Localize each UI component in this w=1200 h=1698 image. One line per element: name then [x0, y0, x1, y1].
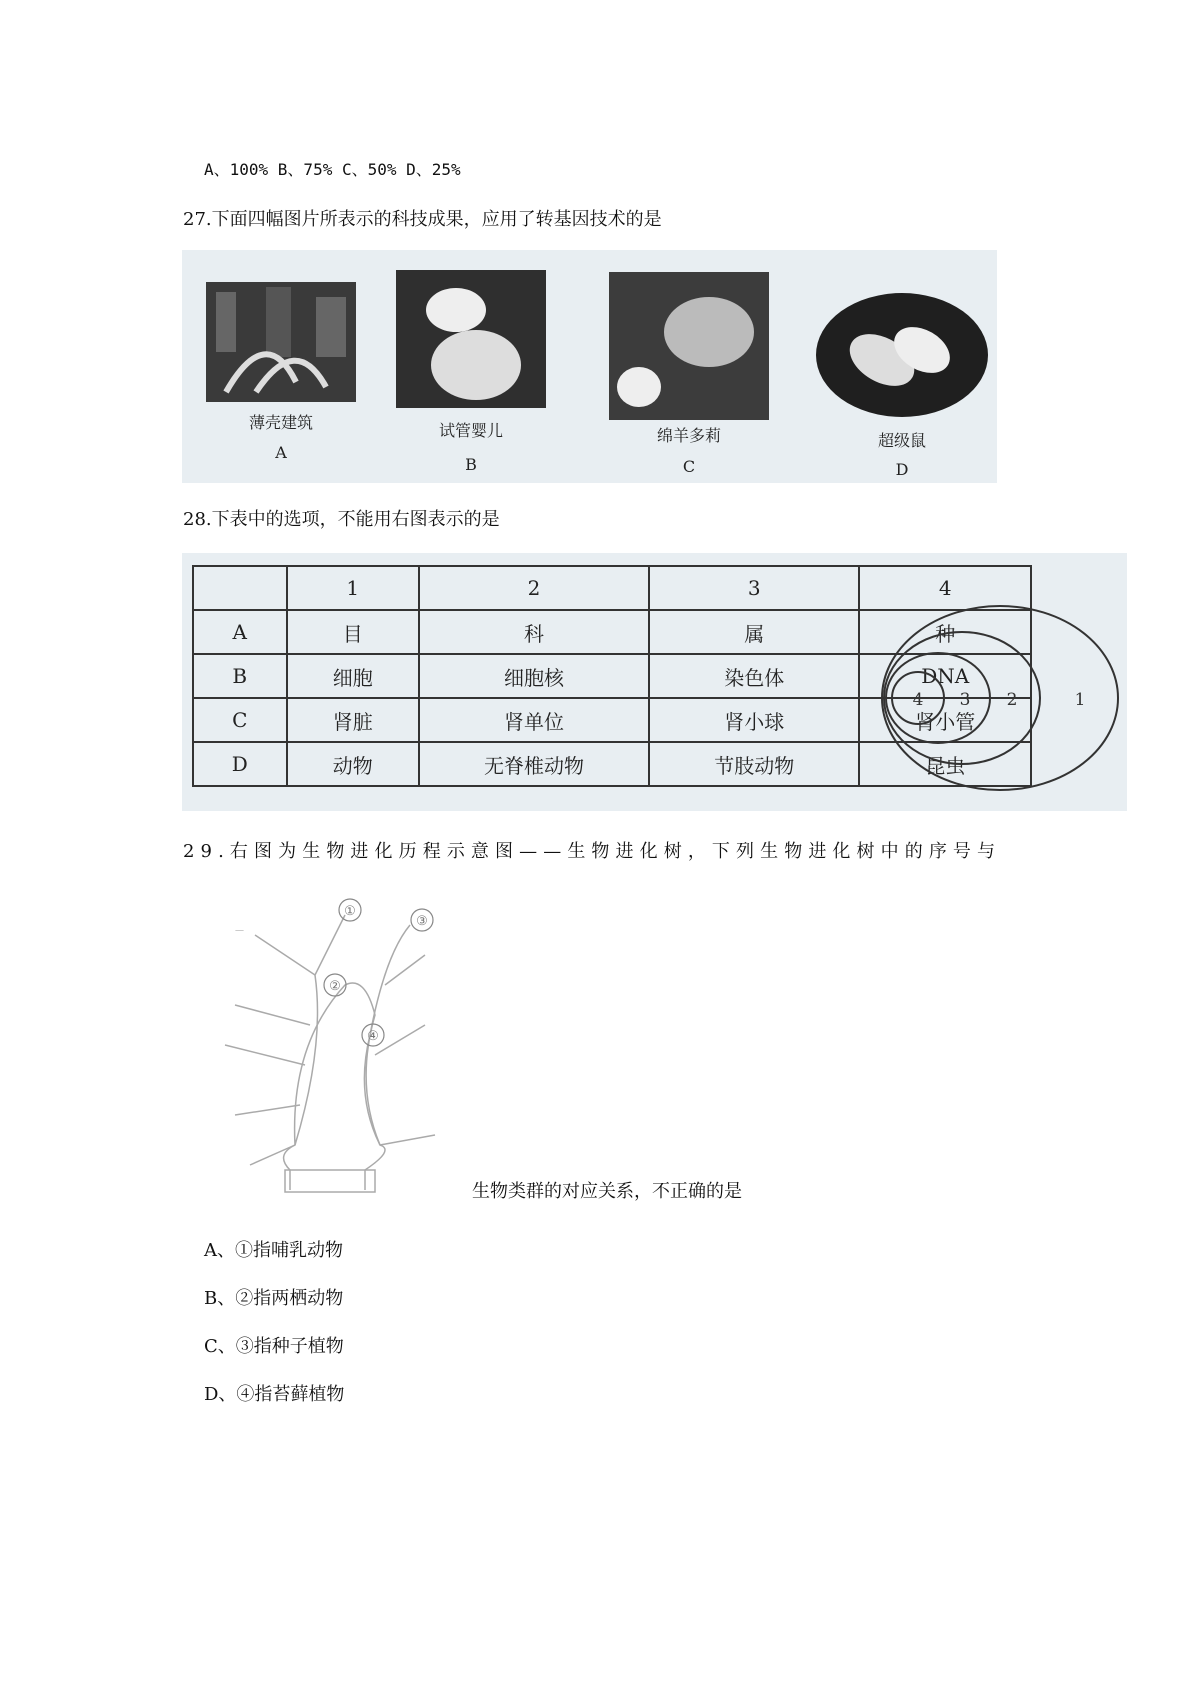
letter-d: D [895, 460, 909, 479]
baby-icon [396, 270, 546, 408]
header-cell: 4 [859, 566, 1031, 610]
caption-b: 试管婴儿 [438, 421, 503, 440]
thin-shell-building-photo [206, 282, 356, 402]
table-cell: 节肢动物 [649, 742, 859, 786]
tree-marker-1: ① [344, 904, 356, 919]
circle-label-2: 2 [1006, 690, 1018, 710]
sheep-icon [609, 272, 769, 420]
caption-a: 薄壳建筑 [248, 413, 313, 432]
q27-image-strip [182, 250, 997, 483]
table-cell: 动物 [287, 742, 420, 786]
q28-question: 28.下表中的选项，不能用右图表示的是 [183, 509, 500, 530]
caption-c: 绵羊多莉 [656, 426, 721, 445]
table-cell: 目 [287, 610, 420, 654]
q29-option-c: C、③指种子植物 [204, 1336, 344, 1357]
circle-label-3: 3 [959, 690, 971, 710]
q27-question: 27.下面四幅图片所表示的科技成果，应用了转基因技术的是 [183, 209, 662, 230]
evolution-tree-diagram [195, 895, 475, 1195]
table-cell: 肾小管 [859, 698, 1031, 742]
building-icon [206, 282, 356, 402]
tree-marker-3: ③ [416, 914, 428, 929]
q28-image [182, 553, 1127, 811]
letter-b: B [465, 455, 477, 474]
table-cell: 科 [419, 610, 649, 654]
tree-marker-4: ④ [367, 1029, 379, 1044]
table-cell: 肾小球 [649, 698, 859, 742]
table-cell: 肾脏 [287, 698, 420, 742]
nested-circles-diagram [872, 593, 1122, 803]
table-cell: 细胞 [287, 654, 420, 698]
table-cell: 细胞核 [419, 654, 649, 698]
header-cell: 2 [419, 566, 649, 610]
table-cell: 昆虫 [859, 742, 1031, 786]
dolly-sheep-photo [609, 272, 769, 420]
table-cell: 无脊椎动物 [419, 742, 649, 786]
table-cell: DNA [859, 654, 1031, 698]
header-cell: 1 [287, 566, 420, 610]
caption-d: 超级鼠 [877, 431, 926, 450]
q29-option-a: A、①指哺乳动物 [204, 1240, 343, 1261]
table-cell: C [193, 698, 287, 742]
table-cell: B [193, 654, 287, 698]
circle-3 [886, 653, 990, 743]
letter-c: C [682, 457, 696, 476]
q29-question: 29.右图为生物进化历程示意图——生物进化树，下列生物进化树中的序号与 [183, 841, 1002, 862]
header-cell: 3 [649, 566, 859, 610]
q29-continuation: 生物类群的对应关系，不正确的是 [472, 1181, 742, 1202]
q29-option-b: B、②指两栖动物 [204, 1288, 344, 1309]
test-tube-baby-photo [396, 270, 546, 408]
circle-label-4: 4 [912, 690, 924, 710]
table-cell: 属 [649, 610, 859, 654]
tree-marker-2: ② [329, 979, 341, 994]
table-cell: 染色体 [649, 654, 859, 698]
q29-option-d: D、④指苔藓植物 [204, 1384, 345, 1405]
super-mouse-photo [812, 290, 992, 420]
circle-label-1: 1 [1074, 690, 1086, 710]
table-cell: A [193, 610, 287, 654]
q26-options: A、100% B、75% C、50% D、25% [204, 160, 461, 179]
table-cell: 肾单位 [419, 698, 649, 742]
header-cell [193, 566, 287, 610]
svg-text:—: — [235, 926, 244, 936]
table-cell: D [193, 742, 287, 786]
letter-a: A [275, 443, 287, 462]
table-cell: 种 [859, 610, 1031, 654]
